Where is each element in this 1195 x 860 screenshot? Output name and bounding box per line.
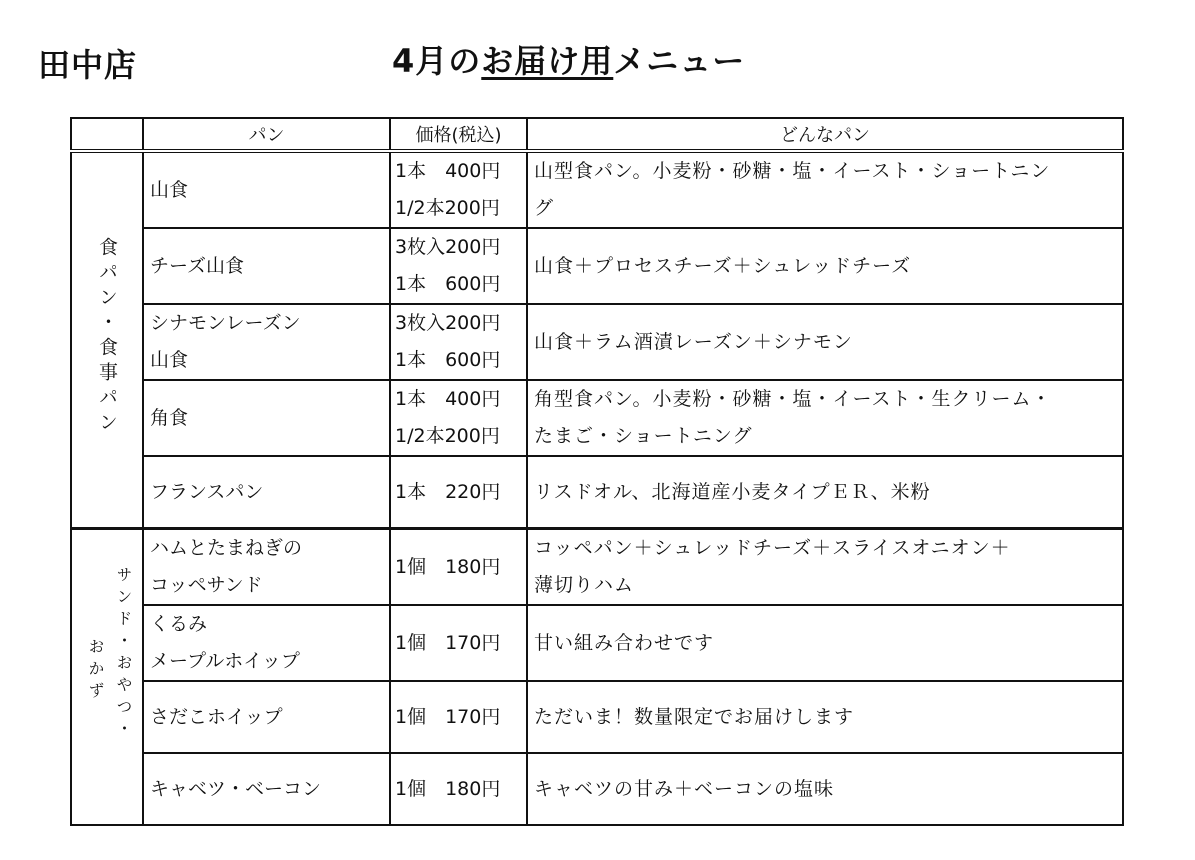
bread-name: ハムとたまねぎの	[150, 537, 303, 559]
price-value: 1個 180円	[395, 777, 501, 800]
table-row	[71, 380, 1123, 456]
title-prefix: 4月の	[392, 42, 482, 80]
title-underlined: お届け用	[481, 42, 614, 80]
bread-name: コッペサンド	[150, 574, 263, 596]
menu-table	[70, 117, 1124, 826]
bread-name: 山食	[150, 178, 189, 201]
price-cell	[390, 228, 527, 304]
bread-name: チーズ山食	[150, 254, 245, 277]
bread-name-cell	[143, 151, 390, 228]
description-cell	[527, 753, 1123, 825]
bread-name: 角食	[150, 406, 189, 429]
header-price: 価格(税込)	[390, 118, 527, 151]
bread-name-cell	[143, 304, 390, 380]
price-cell	[390, 681, 527, 753]
price-value: 1本 400円	[395, 160, 501, 182]
table-row	[71, 228, 1123, 304]
bread-name-cell	[143, 605, 390, 681]
description-text: 薄切りハム	[534, 574, 635, 596]
description-text: 山食＋ラム酒漬レーズン＋シナモン	[534, 330, 853, 353]
header-description: どんなパン	[527, 118, 1123, 151]
description-text: ただいま！数量限定でお届けします	[534, 705, 855, 728]
description-cell	[527, 529, 1123, 606]
description-text: リスドオル、北海道産小麦タイプＥＲ、米粉	[534, 480, 931, 503]
description-text: キャベツの甘み＋ベーコンの塩味	[534, 777, 835, 800]
table-row	[71, 456, 1123, 529]
price-value: 1本 600円	[395, 349, 501, 371]
bread-name: 山食	[150, 349, 189, 371]
price-value: 1個 180円	[395, 555, 501, 578]
price-value: 3枚入200円	[395, 236, 501, 258]
description-text: 山型食パン。小麦粉・砂糖・塩・イースト・ショートニン	[534, 160, 1051, 182]
price-cell	[390, 151, 527, 228]
description-text: グ	[534, 197, 555, 219]
price-cell	[390, 605, 527, 681]
price-cell	[390, 753, 527, 825]
bread-name-cell	[143, 753, 390, 825]
bread-name: シナモンレーズン	[150, 312, 301, 334]
price-value: 1本 400円	[395, 388, 501, 410]
price-value: 1/2本200円	[395, 197, 500, 219]
table-header-row	[71, 118, 1123, 151]
table-row	[71, 605, 1123, 681]
page-title	[392, 36, 745, 82]
table-row	[71, 304, 1123, 380]
category-sand-snack	[71, 529, 143, 826]
header-bread: パン	[143, 118, 390, 151]
price-value: 1個 170円	[395, 631, 501, 654]
description-text: 甘い組み合わせです	[534, 631, 715, 654]
bread-name-cell	[143, 380, 390, 456]
price-value: 3枚入200円	[395, 312, 501, 334]
table-row	[71, 529, 1123, 606]
price-cell	[390, 304, 527, 380]
description-cell	[527, 304, 1123, 380]
category-label: サンド・おやつ・	[114, 566, 133, 742]
description-cell	[527, 151, 1123, 228]
price-value: 1本 600円	[395, 273, 501, 295]
price-value: 1本 220円	[395, 480, 501, 503]
price-value: 1個 170円	[395, 705, 501, 728]
table-row	[71, 753, 1123, 825]
bread-name-cell	[143, 228, 390, 304]
price-cell	[390, 380, 527, 456]
description-text: たまご・ショートニング	[534, 425, 753, 447]
shop-name: 田中店	[38, 46, 138, 84]
table-row	[71, 151, 1123, 228]
category-label: おかず	[86, 638, 105, 704]
bread-name-cell	[143, 529, 390, 606]
description-text: 角型食パン。小麦粉・砂糖・塩・イースト・生クリーム・	[534, 388, 1052, 410]
description-text: コッペパン＋シュレッドチーズ＋スライスオニオン＋	[534, 537, 1011, 559]
description-cell	[527, 456, 1123, 529]
price-cell	[390, 529, 527, 606]
title-suffix: メニュー	[613, 42, 746, 80]
category-label: 食パン・食事パン	[96, 236, 118, 437]
price-value: 1/2本200円	[395, 425, 500, 447]
description-cell	[527, 681, 1123, 753]
bread-name: キャベツ・ベーコン	[150, 777, 322, 800]
category-bread-meal	[71, 151, 143, 529]
description-cell	[527, 605, 1123, 681]
description-cell	[527, 228, 1123, 304]
price-cell	[390, 456, 527, 529]
bread-name: フランスパン	[150, 480, 264, 503]
bread-name-cell	[143, 681, 390, 753]
header-category	[71, 118, 143, 151]
bread-name: くるみ	[150, 613, 208, 635]
bread-name: さだこホイップ	[150, 705, 283, 728]
bread-name-cell	[143, 456, 390, 529]
bread-name: メープルホイップ	[150, 650, 300, 672]
table-row	[71, 681, 1123, 753]
description-cell	[527, 380, 1123, 456]
description-text: 山食＋プロセスチーズ＋シュレッドチーズ	[534, 254, 912, 277]
